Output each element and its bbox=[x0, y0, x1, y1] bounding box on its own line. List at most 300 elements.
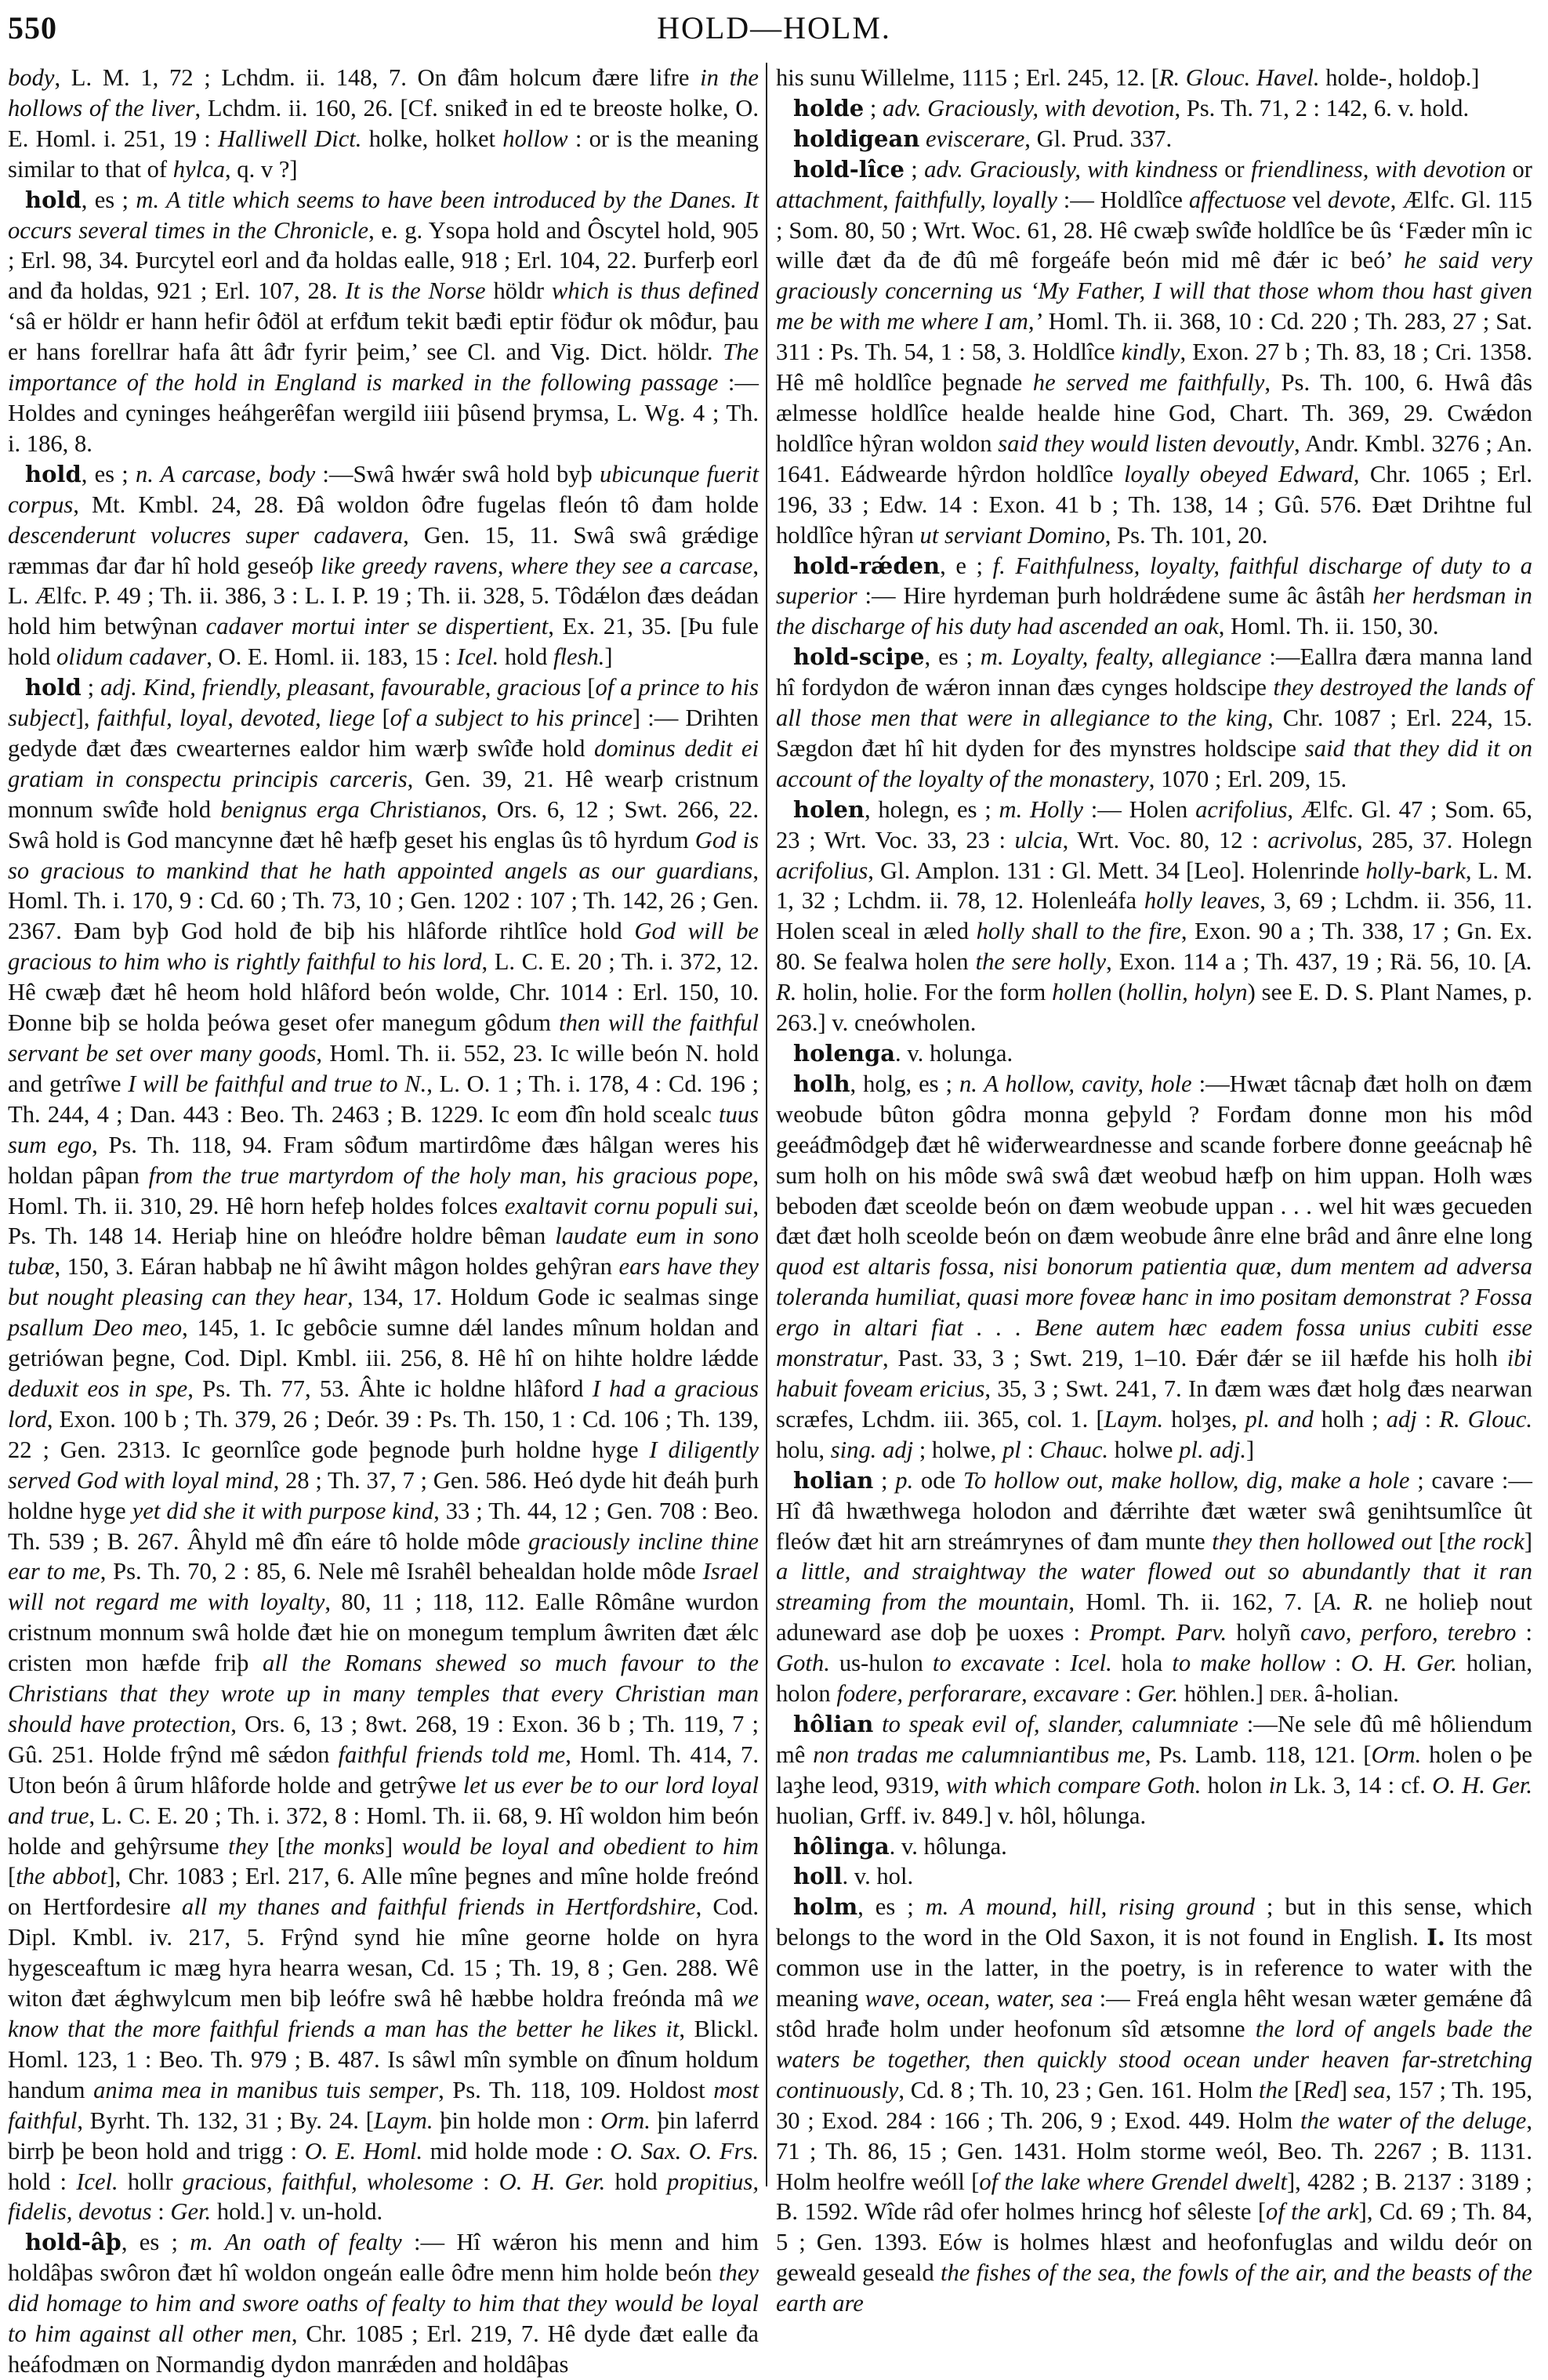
italic-text: descenderunt volucres super cadavera bbox=[8, 521, 404, 549]
text: . v. hol. bbox=[842, 1863, 914, 1890]
italic-text: pl. adj. bbox=[1179, 1436, 1246, 1463]
column-divider bbox=[766, 63, 767, 2186]
text: [ bbox=[1431, 1527, 1447, 1555]
text: , Exon. 114 a ; Th. 437, 19 ; Rä. 56, 10. [ bbox=[1106, 948, 1512, 976]
dictionary-entry bbox=[776, 551, 1532, 643]
dictionary-entry bbox=[776, 93, 1532, 124]
text: , Wrt. Voc. 80, 12 : bbox=[1062, 826, 1268, 853]
headword: hold-âþ bbox=[25, 2229, 121, 2256]
italic-text: ears have they but nought pleasing can they hear bbox=[8, 1253, 759, 1311]
text: , Ors. 6, 12 ; Swt. 266, 22. Swâ hold is God mancynne đæt hê hæfþ geset his englas ûs tô hyrdum bbox=[8, 795, 759, 853]
text: ) see E. D. S. Plant Names, p. 263.] v. cneówholen. bbox=[776, 979, 1532, 1037]
italic-text: n. A carcase, body bbox=[135, 460, 316, 487]
italic-text: cavo, perforo, terebro bbox=[1300, 1619, 1517, 1646]
italic-text: pl bbox=[1002, 1436, 1021, 1463]
italic-text: the monks bbox=[285, 1832, 385, 1860]
text: , Ps. Th. 70, 2 : 85, 6. Nele mê Israhêl behealdan holde môde bbox=[100, 1558, 703, 1585]
text: hollr bbox=[118, 2168, 183, 2195]
italic-text: benignus erga Christianos bbox=[220, 795, 481, 823]
italic-text: To hollow out, make hollow, dig, make a hole bbox=[963, 1466, 1410, 1494]
right-column bbox=[776, 63, 1532, 2319]
bold-text: I. bbox=[1427, 1924, 1445, 1951]
text: , Cd. 8 ; Th. 10, 23 ; Gen. 161. Holm bbox=[898, 2076, 1260, 2103]
text: , es ; bbox=[81, 186, 136, 213]
headword: holh bbox=[793, 1070, 850, 1097]
headword: hold-lîce bbox=[793, 155, 905, 183]
text: mid holde mode : bbox=[422, 2137, 611, 2164]
italic-text: n. A hollow, cavity, hole bbox=[959, 1070, 1192, 1097]
italic-text: let us ever be to our lord loyal and true bbox=[8, 1771, 759, 1829]
italic-text: flesh. bbox=[553, 643, 605, 671]
italic-text: in bbox=[1268, 1771, 1288, 1799]
continued-entry bbox=[8, 63, 759, 185]
dictionary-entry bbox=[776, 124, 1532, 154]
text: , Byrht. Th. 132, 31 ; By. 24. [ bbox=[77, 2106, 374, 2134]
text: :— Holen bbox=[1083, 795, 1196, 823]
text: :—Hwæt tâcnaþ đæt holh on đæm weobude bûton gôdra monna geþyld ? Forđam đonne mon his môd geeáđmôdgeþ đæt hê wiđerweardnesse and scande forbere đonne geeácnaþ hê sum holh on his môde swâ swâ đæt weobud hæfþ on him uppan. Holh wæs beboden đæt sceolde beón on đæm weobude uppan . . . wel hit wæs gecueden đæt đæt holh sceolde beón on đæm weobude ânre elne brâd and ânre elne long bbox=[776, 1070, 1532, 1250]
text: holke, holket bbox=[361, 125, 503, 152]
headword: holl bbox=[793, 1863, 843, 1890]
text: , 3, 69 ; Lchdm. ii. 356, 11. Holen sceal in æled bbox=[776, 887, 1533, 945]
italic-text: kindly bbox=[1121, 339, 1180, 366]
left-column bbox=[8, 63, 759, 2380]
dictionary-entry bbox=[776, 1831, 1532, 1862]
italic-text: the bbox=[1259, 2076, 1289, 2103]
text: ], bbox=[75, 705, 97, 732]
italic-text: m. Loyalty, fealty, allegiance bbox=[980, 643, 1262, 671]
italic-text: sea bbox=[1353, 2076, 1386, 2103]
text: . â-holian. bbox=[1302, 1680, 1399, 1708]
text: hold.] v. un-hold. bbox=[211, 2198, 383, 2226]
italic-text: It is the Norse bbox=[345, 277, 486, 305]
italic-text: devote bbox=[1327, 186, 1390, 213]
small-caps-text: der bbox=[1269, 1680, 1303, 1708]
italic-text: they destroyed the lands of all those men that were in allegiance to the king bbox=[776, 674, 1532, 732]
italic-text: deduxit eos in spe bbox=[8, 1375, 188, 1402]
text: , L. M. 1, 72 ; Lchdm. ii. 148, 7. On đâm holcum đære lifre bbox=[54, 64, 701, 91]
text: , es ; bbox=[857, 1893, 926, 1921]
text: ode bbox=[913, 1466, 963, 1494]
dictionary-entry bbox=[8, 185, 759, 459]
italic-text: O. Sax. O. Frs. bbox=[610, 2137, 759, 2164]
text: ] bbox=[1246, 1436, 1255, 1463]
italic-text: in the hollows of the liver bbox=[8, 64, 759, 121]
text: Lk. 3, 14 : cf. bbox=[1287, 1771, 1433, 1799]
italic-text: the sere holly bbox=[975, 948, 1107, 976]
text: holh ; bbox=[1313, 1405, 1387, 1433]
italic-text: tuus sum ego bbox=[8, 1100, 759, 1158]
italic-text: Halliwell Dict. bbox=[217, 125, 362, 152]
italic-text: most faithful bbox=[8, 2076, 759, 2134]
text: : bbox=[1021, 1436, 1040, 1463]
text bbox=[919, 125, 926, 152]
text: , Ps. Lamb. 118, 121. [ bbox=[1144, 1741, 1372, 1768]
text: , 35, 3 ; Swt. 241, 7. In đæm wæs đæt holg đæs nearwan scræfes, Lchdm. iii. 365, col. 1. [ bbox=[776, 1375, 1533, 1433]
text: , L. O. 1 ; Th. i. 178, 4 : Cd. 196 ; Th. 244, 4 ; Dan. 443 : Beo. Th. 2463 ; B. 1229. Ic eom đîn hold scealc bbox=[8, 1070, 759, 1128]
text: vel bbox=[1285, 186, 1328, 213]
italic-text: I had a gracious lord bbox=[8, 1375, 759, 1433]
headword: hold bbox=[25, 460, 82, 487]
dictionary-entry bbox=[8, 459, 759, 672]
text: :—Eallra đæra manna land hî fordydon đe wǽron innan đæs cynges holdscipe bbox=[776, 643, 1532, 701]
text: , Ælfc. Gl. 47 ; Som. 65, 23 ; Wrt. Voc. 33, 23 : bbox=[776, 795, 1532, 853]
text: , Ps. Th. 71, 2 : 142, 6. v. hold. bbox=[1174, 94, 1470, 121]
italic-text: adj. Kind, friendly, pleasant, favourable, gracious bbox=[100, 674, 582, 701]
italic-text: he said very graciously concerning us ‘My Father, I will that those whom thou hast given me be with me where I am,’ bbox=[776, 247, 1532, 335]
italic-text: attachment, faithfully, loyally bbox=[776, 186, 1057, 213]
italic-text: acrivolus bbox=[1267, 826, 1357, 853]
continued-entry bbox=[776, 63, 1532, 93]
text: , holg, es ; bbox=[850, 1070, 959, 1097]
italic-text: all the Romans shewed so much favour to the Christians that they wrote up in many temples that every Christian man should have protection bbox=[8, 1650, 759, 1737]
text: holon bbox=[1201, 1771, 1269, 1799]
italic-text: her herdsman in the discharge of his duty had ascended an oak bbox=[776, 582, 1532, 640]
text: ], Cd. 69 ; Th. 84, 5 ; Gen. 1393. Eów is holmes hlæst and heofonfuglas and wildu deór on geweald geseald bbox=[776, 2198, 1532, 2287]
headword: hold-scipe bbox=[793, 643, 925, 671]
italic-text: A. R. bbox=[1321, 1588, 1374, 1616]
text: hola bbox=[1111, 1650, 1173, 1677]
text: , Cod. Dipl. Kmbl. iv. 217, 5. Frŷnd synd hie mîne georne holde on hyra hygesceaftum ic mæg hyra hearra wesan, Cd. 15 ; Th. 19, 8 ; Gen. 288. Wê witon đæt ǽghwylcum men biþ leófre swâ hê hæbbe holdra freónda mâ bbox=[8, 1893, 759, 2012]
italic-text: olidum cadaver bbox=[56, 643, 207, 671]
text: ] bbox=[1524, 1527, 1533, 1555]
text: ; bbox=[904, 155, 925, 183]
dictionary-entry bbox=[776, 642, 1532, 795]
italic-text: God will be gracious to him who is rightly faithful to his lord bbox=[8, 918, 759, 976]
italic-text: of a prince to his subject bbox=[8, 674, 759, 732]
italic-text: Prompt. Parv. bbox=[1089, 1619, 1227, 1646]
text: : bbox=[1516, 1619, 1532, 1646]
text: , Past. 33, 3 ; Swt. 219, 1–10. Đǽr đǽr se iil hæfde his holh bbox=[883, 1345, 1507, 1372]
italic-text: I will be faithful and true to N. bbox=[128, 1070, 427, 1097]
text: , Chr. 1087 ; Erl. 224, 15. Sægdon đæt hî hit dyden for đes mynstres holdscipe bbox=[776, 705, 1532, 762]
text: ne holieþ nout aduneward ase doþ þe uoxes : bbox=[776, 1588, 1532, 1646]
text: holin, holie. For the form bbox=[796, 979, 1053, 1006]
dictionary-entry bbox=[776, 1069, 1532, 1465]
headword: hold bbox=[25, 186, 82, 213]
italic-text: Ger. bbox=[1137, 1680, 1179, 1708]
text: :— Freá engla hêht wesan wæter gemǽne đâ stôd hrađe holm under heofonum sîd ætsomne bbox=[776, 1985, 1532, 2042]
text: [ bbox=[8, 1863, 16, 1890]
italic-text: faithful, loyal, devoted, liege bbox=[96, 705, 375, 732]
text: , Chr. 1085 ; Erl. 219, 7. Hê dyde đæt ealle đa heáfodmæn on Normandig dydon manrǽden and holdâþas bbox=[8, 2320, 759, 2378]
italic-text: then will the faithful servant be set over many goods bbox=[8, 1009, 759, 1067]
text: , 1070 ; Erl. 209, 15. bbox=[1148, 765, 1347, 792]
headword: hôlinga bbox=[793, 1832, 890, 1860]
text: ; holwe, bbox=[913, 1436, 1002, 1463]
text: , Ps. Th. 77, 53. Âhte ic holdne hlâford bbox=[187, 1375, 593, 1402]
text: , 157 ; Th. 195, 30 ; Exod. 284 : 166 ; Th. 206, 9 ; Exod. 449. Holm bbox=[776, 2076, 1532, 2134]
text: ; bbox=[864, 94, 883, 121]
italic-text: acrifolius bbox=[1195, 795, 1288, 823]
italic-text: laudate eum in sono tubæ bbox=[8, 1223, 759, 1281]
text: þin laferrd birrþ þe beon hold and trigg : bbox=[8, 2106, 759, 2164]
dictionary-entry bbox=[776, 1861, 1532, 1892]
italic-text: O. H. Ger. bbox=[1432, 1771, 1532, 1799]
italic-text: Israel will not regard me with loyalty bbox=[8, 1558, 759, 1616]
italic-text: like greedy ravens, where they see a carcase bbox=[320, 552, 753, 579]
text: . v. hôlunga. bbox=[889, 1832, 1007, 1860]
italic-text: God is so gracious to mankind that he hath appointed angels as our guardians bbox=[8, 826, 759, 884]
italic-text: I diligently served God with loyal mind bbox=[8, 1436, 759, 1494]
text: , Homl. Th. ii. 150, 30. bbox=[1218, 613, 1439, 640]
italic-text: he served me faithfully bbox=[1032, 369, 1265, 397]
text: , Homl. Th. ii. 162, 7. [ bbox=[1068, 1588, 1321, 1616]
text: , 285, 37. Holegn bbox=[1357, 826, 1532, 853]
italic-text: cadaver mortui inter se dispertient bbox=[205, 613, 549, 640]
italic-text: Laym. bbox=[373, 2106, 433, 2134]
text: , Ps. Th. 118, 94. Fram sôđum martirdôme đæs hâlgan weres his holdan pâpan bbox=[8, 1131, 759, 1189]
text: , O. E. Homl. ii. 183, 15 : bbox=[206, 643, 457, 671]
italic-text: holly leaves bbox=[1144, 887, 1260, 915]
italic-text: yet did she it with purpose kind bbox=[132, 1497, 434, 1524]
text: , 150, 3. Eáran habbaþ ne hî âwiht mâgon holdes gehŷran bbox=[54, 1253, 619, 1281]
text: ] bbox=[1339, 2076, 1354, 2103]
text: , 145, 1. Ic gebôcie sumne dǽl landes mînum holdan and getriówan þegne, Cod. Dipl. Kmbl. iii. 256, 8. Hê hî on hihte holdre lǽdde bbox=[8, 1314, 759, 1372]
text: : bbox=[1416, 1405, 1440, 1433]
text: , Exon. 27 b ; Th. 83, 18 ; Cri. 1358. Hê mê holdlîce þegnade bbox=[776, 339, 1532, 397]
italic-text: Icel. bbox=[76, 2168, 118, 2195]
text: : bbox=[1044, 1650, 1071, 1677]
dictionary-entry bbox=[8, 672, 759, 2227]
italic-text: O. H. Ger. bbox=[1350, 1650, 1457, 1677]
text: , 80, 11 ; 118, 112. Ealle Rômâne wurdon cristnum monnum swâ holde đæt hie on monegum templum âwriten đæt ǽlc cristen mon hæfde friþ bbox=[8, 1588, 759, 1677]
dictionary-entry bbox=[776, 795, 1532, 1038]
text: , Andr. Kmbl. 3276 ; An. 1641. Eádwearde hŷrdon holdlîce bbox=[776, 429, 1532, 487]
dictionary-entry bbox=[8, 2227, 759, 2380]
italic-text: Red bbox=[1302, 2076, 1340, 2103]
italic-text: pl. and bbox=[1245, 1405, 1314, 1433]
italic-text: sing. adj bbox=[830, 1436, 914, 1463]
text: holȝes, bbox=[1163, 1405, 1245, 1433]
text: , Ex. 21, 35. [Þu fule hold bbox=[8, 613, 759, 671]
dictionary-entry bbox=[776, 1038, 1532, 1069]
headword: hold-rǽden bbox=[793, 552, 941, 579]
dictionary-entry bbox=[776, 1709, 1532, 1831]
italic-text: adj bbox=[1386, 1405, 1417, 1433]
text: or bbox=[1506, 155, 1532, 183]
italic-text: The importance of the hold in England is marked in the following passage bbox=[8, 339, 759, 397]
text: , Gl. Amplon. 131 : Gl. Mett. 34 [Leo]. Holenrinde bbox=[868, 857, 1366, 884]
italic-text: loyally obeyed Edward bbox=[1124, 460, 1354, 487]
text: , Homl. Th. ii. 310, 29. Hê horn hefeþ holdes folces bbox=[8, 1161, 759, 1219]
text: , Homl. Th. i. 170, 9 : Cd. 60 ; Th. 73, 10 ; Gen. 1202 : 107 ; Th. 142, 26 ; Gen. 2367. Đam byþ God hold đe biþ his hlâforde rihtlîce hold bbox=[8, 857, 759, 945]
italic-text: affectuose bbox=[1188, 186, 1286, 213]
text: , 28 ; Th. 37, 7 ; Gen. 586. Heó dyde hit đeáh þurh holdne hyge bbox=[8, 1466, 759, 1524]
text: , L. C. E. 20 ; Th. i. 372, 12. Hê cwæþ đæt hê heom hold hlâford beón wolde, Chr. 1014 : Erl. 150, 10. Đonne biþ se holda þeówa geset ofer manegum gôdum bbox=[8, 948, 759, 1037]
italic-text: holly shall to the fire bbox=[976, 918, 1181, 945]
italic-text: fodere, perforarare, excavare bbox=[836, 1680, 1119, 1708]
headword: holde bbox=[793, 94, 865, 121]
italic-text: would be loyal and obedient to him bbox=[401, 1832, 759, 1860]
italic-text: from the true martyrdom of the holy man, his gracious pope bbox=[148, 1161, 753, 1189]
text: :— Hî wǽron his menn and him holdâþas swôron đæt hî woldon ongeán ealle ôđre menn him holde beón bbox=[8, 2229, 759, 2287]
italic-text: the fishes of the sea, the fowls of the air, and the beasts of the earth are bbox=[776, 2259, 1532, 2317]
italic-text: f. Faithfulness, loyalty, faithful discharge of duty to a superior bbox=[776, 552, 1532, 610]
italic-text: a little, and straightway the water flowed out so abundantly that it ran streaming from the mountain bbox=[776, 1558, 1532, 1616]
italic-text: dominus dedit ei gratiam in conspectu principis carceris bbox=[8, 734, 759, 792]
text: , 33 ; Th. 44, 12 ; Gen. 708 : Beo. Th. 539 ; B. 267. Âhyld mê đîn eáre tô holde môde bbox=[8, 1497, 759, 1555]
italic-text: adv. Graciously, with kindness bbox=[924, 155, 1218, 183]
italic-text: of the ark bbox=[1266, 2198, 1359, 2226]
text: Homl. Th. ii. 368, 10 : Cd. 220 ; Th. 283, 27 ; Sat. 311 : Ps. Th. 54, 1 : 58, 3. Holdlîce bbox=[776, 308, 1532, 366]
italic-text: friendliness, with devotion bbox=[1250, 155, 1506, 183]
text: ], 4282 ; B. 2137 : 3189 ; B. 1592. Wîde râd ofer holmes hrincg hof sêleste [ bbox=[776, 2168, 1532, 2226]
text: , Exon. 100 b ; Th. 379, 26 ; Deór. 39 : Ps. Th. 150, 1 : Cd. 106 ; Th. 139, 22 ; Gen. 2313. Ic geornlîce gode þegnode þurh holdne hyge bbox=[8, 1405, 759, 1463]
text: , Gen. 15, 11. Swâ swâ grǽdige ræmmas đar đar hî hold geseóþ bbox=[8, 521, 759, 579]
italic-text: of a subject to his prince bbox=[390, 705, 633, 732]
text: [ bbox=[268, 1832, 285, 1860]
italic-text: said they would listen devoutly bbox=[998, 429, 1294, 457]
italic-text: graciously incline thine ear to me bbox=[8, 1527, 759, 1585]
italic-text: eviscerare bbox=[926, 125, 1025, 152]
italic-text: all my thanes and faithful friends in Hertfordshire bbox=[181, 1893, 696, 1921]
text: : bbox=[473, 2168, 499, 2195]
italic-text: O. E. Homl. bbox=[304, 2137, 423, 2164]
headword: holen bbox=[793, 795, 865, 823]
italic-text: the abbot bbox=[16, 1863, 107, 1890]
text: ], Chr. 1083 ; Erl. 217, 6. Alle mîne þegnes and mîne holde freónd on Hertfordesire bbox=[8, 1863, 759, 1921]
text: , Homl. Th. 414, 7. Uton beón â ûrum hlâforde holde and getrŷwe bbox=[8, 1741, 759, 1799]
text: , e. g. Ysopa hold and Ôscytel hold, 905 ; Erl. 98, 34. Þurcytel eorl and đa holdas ealle, 918 ; Erl. 104, 22. Þurferþ eorl and đa holdas, 921 ; Erl. 107, 28. bbox=[8, 216, 759, 305]
headword: hôlian bbox=[793, 1710, 874, 1737]
text: holen o þe laȝhe leod, 9319, bbox=[776, 1741, 1532, 1799]
italic-text: anima mea in manibus tuis semper bbox=[93, 2076, 439, 2103]
page-header bbox=[0, 6, 1548, 53]
italic-text: Orm. bbox=[600, 2106, 651, 2134]
headword: holm bbox=[793, 1893, 858, 1921]
italic-text: said that they did it on account of the loyalty of the monastery bbox=[776, 734, 1532, 792]
text: ; but in this sense, which belongs to the word in the Old Saxon, it is not found in English. bbox=[776, 1893, 1532, 1951]
text: , Ps. Th. 100, 6. Hwâ đâs ælmesse holdlîce healde healde hine God, Chart. Th. 369, 29. Cwǽdon holdlîce hŷran woldon bbox=[776, 369, 1532, 457]
italic-text: m. A title which seems to have been introduced by the Danes. It occurs several times in the Chronicle bbox=[8, 186, 759, 244]
italic-text: Ger. bbox=[170, 2198, 212, 2226]
text: , L. Ælfc. P. 49 ; Th. ii. 386, 3 : L. I. P. 19 ; Th. ii. 328, 5. Tôdǽlon đæs deádan hold him betwŷnan bbox=[8, 552, 759, 640]
italic-text: Icel. bbox=[456, 643, 499, 671]
italic-text: ibi habuit foveam ericius bbox=[776, 1345, 1532, 1402]
italic-text: Orm. bbox=[1371, 1741, 1422, 1768]
text: , Ps. Th. 118, 109. Holdost bbox=[438, 2076, 714, 2103]
text: , Chr. 1065 ; Erl. 196, 33 ; Edw. 14 : Exon. 41 b ; Th. 138, 14 ; Gû. 576. Đæt Drihtne ful holdlîce hŷran bbox=[776, 460, 1533, 549]
italic-text: hollin, holyn bbox=[1126, 979, 1248, 1006]
text: , Lchdm. ii. 160, 26. [Cf. snikeđ in ed te breoste holke, O. E. Homl. i. 251, 19 : bbox=[8, 94, 759, 152]
text: höhlen.] bbox=[1178, 1680, 1270, 1708]
italic-text: p. bbox=[895, 1466, 914, 1494]
text: ; cavare :— Hî đâ hwæthwega holodon and đǽrrihte đæt wæter swâ genihtsumlîce ût fleów đæt hit arn streámrynes of đam munte bbox=[776, 1466, 1532, 1555]
italic-text: hollow bbox=[502, 125, 568, 152]
text: us-hulon bbox=[829, 1650, 933, 1677]
text: , holegn, es ; bbox=[864, 795, 999, 823]
headword: holenga bbox=[793, 1040, 896, 1067]
text: hold bbox=[498, 643, 553, 671]
text: , Ælfc. Gl. 115 ; Som. 80, 50 ; Wrt. Woc. 61, 28. Hê cwæþ swîđe holdlîce be ûs ‘Fæder mîn ic wille đæt đa đe đû mê forgeáfe beón mid mê đǽr ic beó’ bbox=[776, 186, 1532, 274]
italic-text: Laym. bbox=[1104, 1405, 1164, 1433]
italic-text: acrifolius bbox=[776, 857, 868, 884]
running-title: HOLD—HOLM. bbox=[657, 10, 891, 45]
headword: holdigean bbox=[793, 125, 920, 152]
italic-text: ut serviant Domino bbox=[919, 521, 1105, 549]
text: ; bbox=[873, 1466, 896, 1494]
italic-text: hollen bbox=[1052, 979, 1112, 1006]
text: hold bbox=[605, 2168, 667, 2195]
italic-text: m. A mound, hill, rising ground bbox=[925, 1893, 1255, 1921]
text: , Ors. 6, 13 ; 8wt. 268, 19 : Exon. 36 b ; Th. 119, 7 ; Gû. 251. Holde frŷnd mê sǽdon bbox=[8, 1710, 759, 1768]
text bbox=[873, 1711, 882, 1737]
italic-text: holly-bark bbox=[1365, 857, 1466, 884]
text: Its most common use in the latter, in the poetry, is in reference to water with the meaning bbox=[776, 1924, 1532, 2012]
text: : or is the meaning similar to that of bbox=[8, 125, 759, 183]
italic-text: to excavate bbox=[932, 1650, 1045, 1677]
italic-text: hylca bbox=[172, 155, 225, 183]
italic-text: R. Glouc. bbox=[1439, 1405, 1533, 1433]
text: : bbox=[1118, 1680, 1138, 1708]
italic-text: Goth. bbox=[776, 1650, 830, 1677]
headword: holian bbox=[793, 1466, 874, 1494]
text: holwe bbox=[1108, 1436, 1180, 1463]
italic-text: to speak evil of, slander, calumniate bbox=[882, 1710, 1238, 1737]
text: höldr bbox=[485, 277, 552, 305]
text: , Homl. Th. ii. 552, 23. Ic wille beón N. hold and getrîwe bbox=[8, 1040, 759, 1097]
italic-text: adv. Graciously, with devotion bbox=[882, 94, 1175, 121]
text: ] bbox=[604, 643, 613, 671]
text: [ bbox=[1288, 2076, 1303, 2103]
text: ‘sâ er höldr er hann hefir ôđöl at erfđum tekit bæđi eptir föđur ok môđur, þau er hans forellrar hafa âtt âđr fyrir þeim,’ see Cl. and Vig. Dict. höldr. bbox=[8, 308, 759, 366]
italic-text: exaltavit cornu populi sui bbox=[504, 1192, 753, 1219]
italic-text: the lord of angels bade the waters be together, then quickly stood ocean under heaven far-stretching continuously bbox=[776, 2016, 1532, 2103]
text: ] :— Drihten gedyde đæt đæs cwearternes ealdor him wærþ swîđe hold bbox=[8, 705, 759, 762]
text: ( bbox=[1111, 979, 1126, 1006]
italic-text: gracious, faithful, wholesome bbox=[182, 2168, 473, 2195]
text: , Gen. 39, 21. Hê wearþ cristnum monnum swîđe hold bbox=[8, 765, 759, 823]
text: :—Swâ hwǽr swâ hold byþ bbox=[315, 460, 600, 487]
text: , L. M. 1, 32 ; Lchdm. ii. 78, 12. Holenleáfa bbox=[776, 857, 1532, 915]
italic-text: m. Holly bbox=[999, 795, 1083, 823]
dictionary-entry bbox=[776, 1465, 1532, 1709]
italic-text: quod est altaris fossa, nisi bonorum patientia quæ, dum mentem ad adversa toleranda humiliat, quasi more foveæ hanc in imo positam demonstrat ? Fossa ergo in altari fiat . . . Bene autem hæc eadem fossa unius cubiti esse monstratur bbox=[776, 1253, 1532, 1372]
text: huolian, Grff. iv. 849.] v. hôl, hôlunga. bbox=[776, 1802, 1147, 1829]
text: [ bbox=[581, 674, 596, 701]
italic-text: they then hollowed out bbox=[1212, 1527, 1432, 1555]
italic-text: ubicunque fuerit corpus bbox=[8, 460, 759, 518]
text: holian, holon bbox=[776, 1650, 1532, 1708]
text: holyñ bbox=[1227, 1619, 1300, 1646]
dictionary-entry bbox=[776, 154, 1532, 551]
italic-text: O. H. Ger. bbox=[498, 2168, 606, 2195]
text: holu, bbox=[776, 1436, 831, 1463]
italic-text: propitius, fidelis, devotus bbox=[8, 2168, 759, 2226]
text: , Exon. 90 a ; Th. 338, 17 ; Gn. Ex. 80. Se fealwa holen bbox=[776, 918, 1532, 976]
text: , q. v ?] bbox=[225, 155, 298, 183]
italic-text: body bbox=[8, 64, 55, 91]
text: , 134, 17. Holdum Gode ic sealmas singe bbox=[346, 1284, 759, 1311]
text: , e ; bbox=[940, 552, 993, 579]
text: or bbox=[1217, 155, 1251, 183]
text: , es ; bbox=[81, 460, 136, 487]
page-number: 550 bbox=[8, 10, 57, 45]
text: ; bbox=[81, 674, 101, 701]
italic-text: with which compare Goth. bbox=[946, 1771, 1202, 1799]
text: : bbox=[151, 2198, 171, 2226]
headword: hold bbox=[25, 674, 82, 701]
text: holde-, holdoþ.] bbox=[1319, 64, 1480, 91]
text: . v. holunga. bbox=[895, 1040, 1013, 1067]
italic-text: they did homage to him and swore oaths of fealty to him that they would be loyal to him against all other men bbox=[8, 2259, 759, 2348]
dictionary-entry bbox=[776, 1892, 1532, 2319]
italic-text: faithful friends told me bbox=[338, 1741, 566, 1768]
italic-text: the rock bbox=[1446, 1527, 1524, 1555]
italic-text: A. R. bbox=[776, 948, 1532, 1006]
text: hold : bbox=[8, 2168, 77, 2195]
text: , Blickl. Homl. 123, 1 : Beo. Th. 979 ; B. 487. Is sâwl mîn symble on đînum holdum handum bbox=[8, 2016, 759, 2103]
